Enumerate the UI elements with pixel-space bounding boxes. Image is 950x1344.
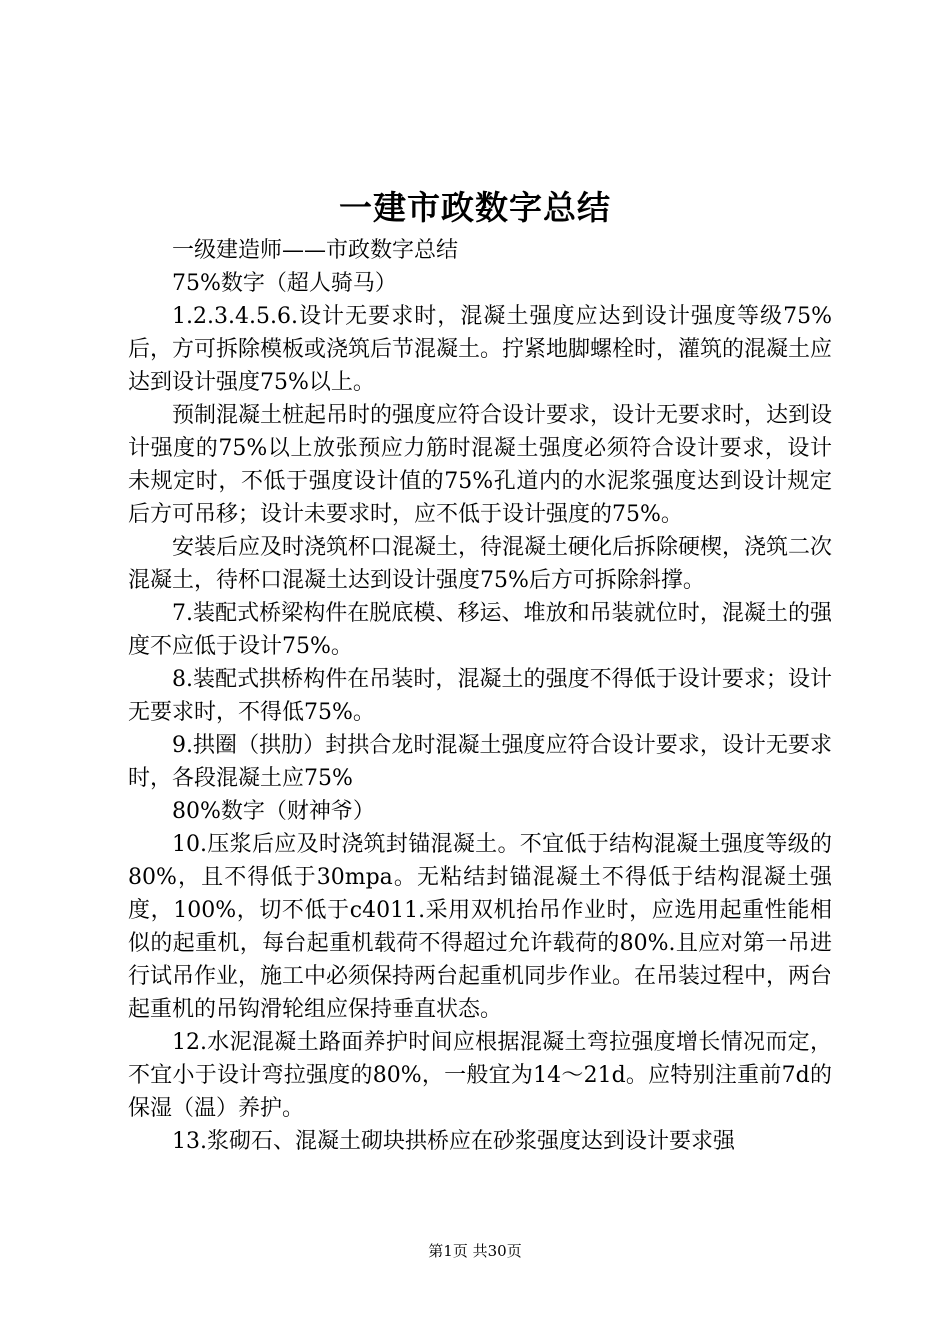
paragraph: 8.装配式拱桥构件在吊装时，混凝土的强度不得低于设计要求；设计无要求时，不得低75%。: [128, 667, 832, 725]
document-body: [128, 234, 832, 1158]
paragraph: 12.水泥混凝土路面养护时间应根据混凝土弯拉强度增长情况而定，不宜小于设计弯拉强度的80%，一般宜为14～21d。应特别注重前7d的保湿（温）养护。: [128, 1030, 832, 1121]
paragraph: 9.拱圈（拱肋）封拱合龙时混凝土强度应符合设计要求，设计无要求时，各段混凝土应75%: [128, 733, 832, 791]
document-title: 一建市政数字总结: [339, 188, 611, 227]
paragraph: 10.压浆后应及时浇筑封锚混凝土。不宜低于结构混凝土强度等级的80%，且不得低于30mpa。无粘结封锚混凝土不得低于结构混凝土强度，100%，切不低于c4011.采用双机抬吊作业时，应选用起重性能相似的起重机，每台起重机载荷不得超过允许载荷的80%.且应对第一吊进行试吊作业，施工中必须保持两台起重机同步作业。在吊装过程中，两台起重机的吊钩滑轮组应保持垂直状态。: [128, 832, 833, 1022]
paragraph: 7.装配式桥梁构件在脱底模、移运、堆放和吊装就位时，混凝土的强度不应低于设计75%。: [128, 601, 832, 659]
paragraph: 一级建造师——市政数字总结: [172, 238, 459, 263]
page-number-footer: 第1页 共30页: [428, 1242, 522, 1260]
paragraph: 75%数字（超人骑马）: [172, 271, 397, 296]
paragraph: 80%数字（财神爷）: [172, 799, 375, 824]
paragraph: 预制混凝土桩起吊时的强度应符合设计要求，设计无要求时，达到设计强度的75%以上放张预应力筋时混凝土强度必须符合设计要求，设计未规定时，不低于强度设计值的75%孔道内的水泥浆强度达到设计规定后方可吊移；设计未要求时，应不低于设计强度的75%。: [128, 403, 833, 527]
paragraph: 安装后应及时浇筑杯口混凝土，待混凝土硬化后拆除硬楔，浇筑二次混凝土，待杯口混凝土达到设计强度75%后方可拆除斜撑。: [128, 535, 833, 593]
paragraph: 13.浆砌石、混凝土砌块拱桥应在砂浆强度达到设计要求强: [172, 1129, 735, 1154]
paragraph: 1.2.3.4.5.6.设计无要求时，混凝土强度应达到设计强度等级75%后，方可拆除模板或浇筑后节混凝土。拧紧地脚螺栓时，灌筑的混凝土应达到设计强度75%以上。: [128, 304, 833, 395]
